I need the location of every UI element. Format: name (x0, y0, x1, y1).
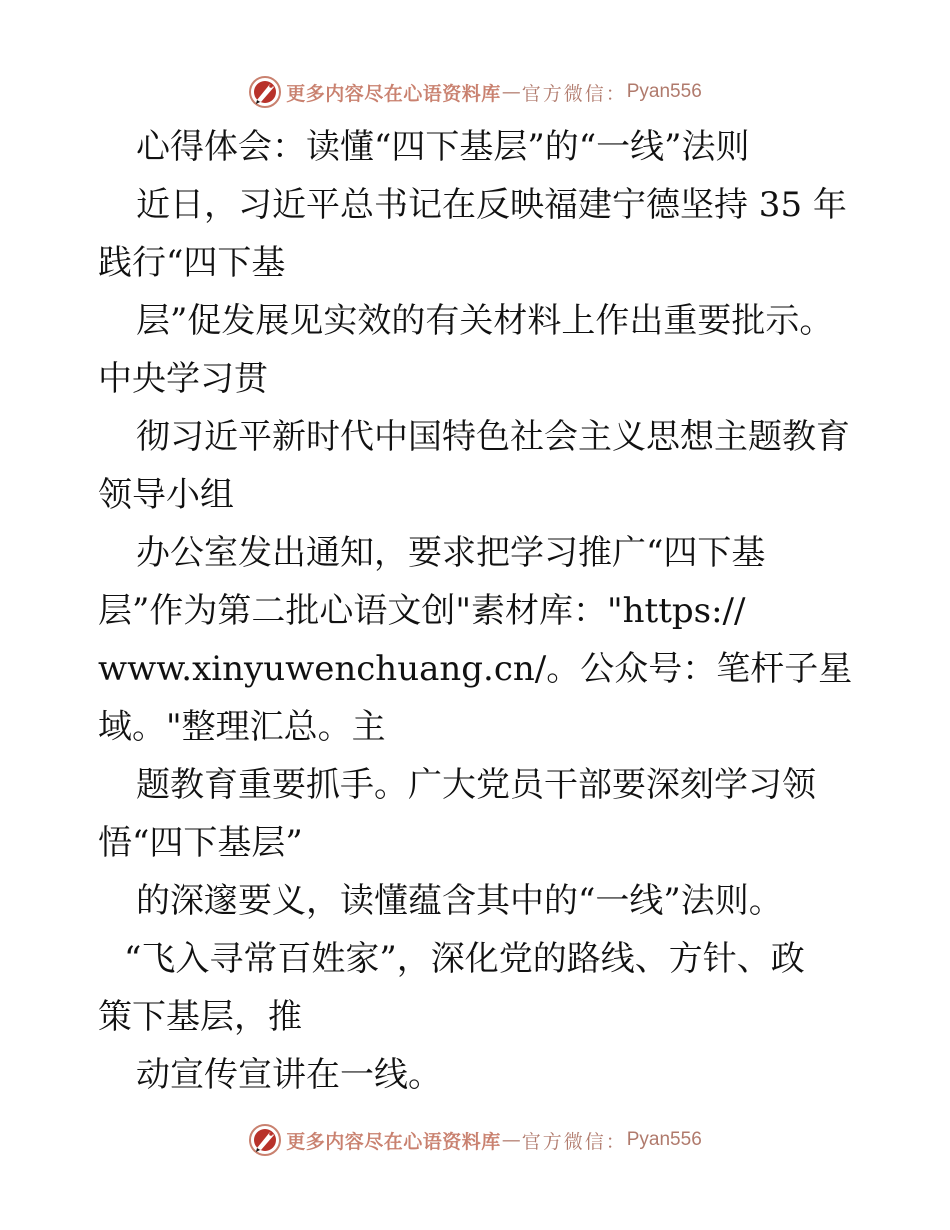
paragraph-line: 层”作为第二批心语文创"素材库："https:// (98, 591, 746, 631)
watermark-separator: — (501, 81, 521, 103)
paragraph-line: 中央学习贯 (98, 359, 268, 399)
paragraph-line: 践行“四下基 (98, 243, 286, 283)
paragraph-line: 动宣传宣讲在一线。 (136, 1055, 442, 1095)
document-body (98, 118, 858, 1104)
watermark-main-text: 更多内容尽在心语资料库 (286, 1130, 501, 1153)
paragraph-line: 悟“四下基层” (98, 823, 303, 863)
watermark-wechat-id: Pyan556 (626, 1129, 702, 1150)
pen-nib-logo-icon (248, 75, 282, 109)
paragraph-line: 的深邃要义，读懂蕴含其中的“一线”法则。 (136, 881, 783, 921)
paragraph-line: 层”促发展见实效的有关材料上作出重要批示。 (136, 301, 834, 341)
paragraph-line: “飞入寻常百姓家”，深化党的路线、方针、政 (124, 939, 805, 979)
watermark-wechat-id: Pyan556 (626, 81, 702, 102)
paragraph-line: 领导小组 (98, 475, 234, 515)
watermark-wechat-label: 官方微信： (521, 82, 627, 105)
paragraph-line: 近日，习近平总书记在反映福建宁德坚持 35 年 (136, 185, 847, 225)
footer-watermark (0, 1120, 950, 1160)
watermark-separator: — (501, 1129, 521, 1151)
pen-nib-logo-icon (248, 1123, 282, 1157)
watermark-main-text: 更多内容尽在心语资料库 (286, 82, 501, 105)
header-watermark (0, 72, 950, 112)
paragraph-line: www.xinyuwenchuang.cn/。公众号：笔杆子星 (98, 649, 853, 689)
watermark-wechat-label: 官方微信： (521, 1130, 627, 1153)
document-title: 心得体会：读懂“四下基层”的“一线”法则 (136, 127, 750, 167)
paragraph-line: 办公室发出通知，要求把学习推广“四下基 (136, 533, 766, 573)
paragraph-line: 题教育重要抓手。广大党员干部要深刻学习领 (136, 765, 816, 805)
paragraph-line: 策下基层，推 (98, 997, 302, 1037)
paragraph-line: 彻习近平新时代中国特色社会主义思想主题教育 (136, 417, 850, 457)
paragraph-line: 域。"整理汇总。主 (98, 707, 386, 747)
